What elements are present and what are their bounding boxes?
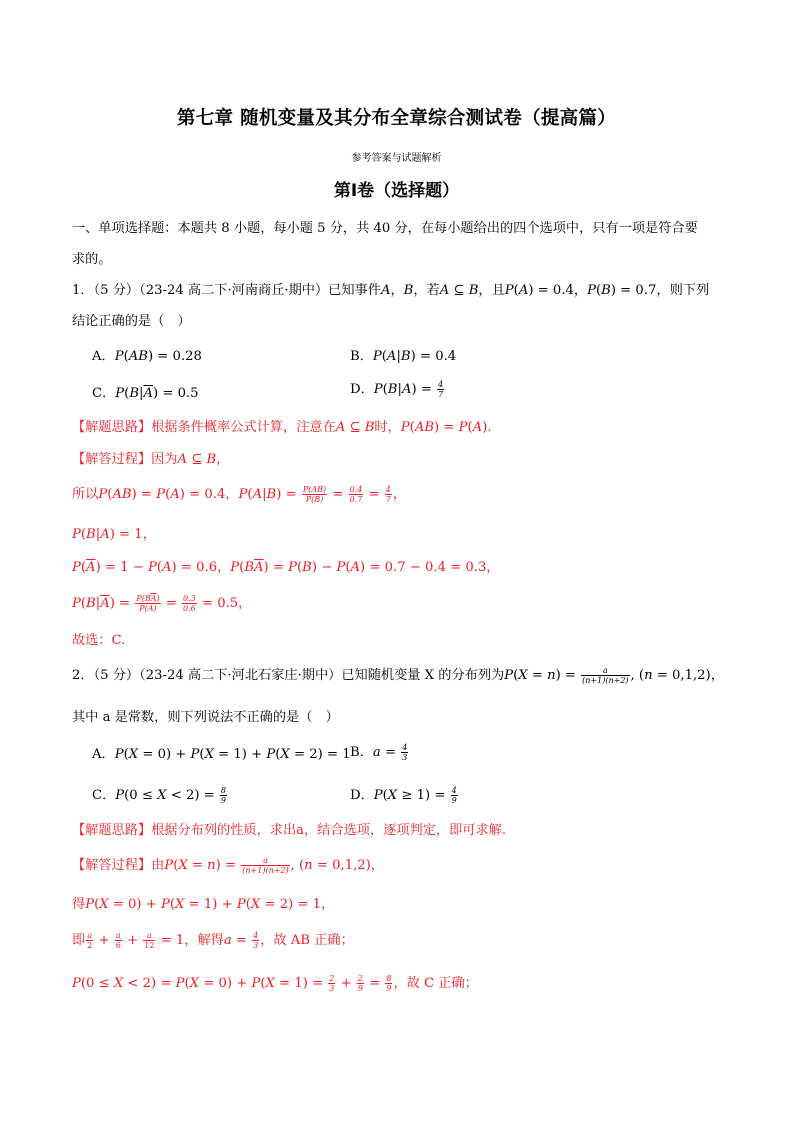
part1-instructions-line1: 一、单项选择题：本题共 8 小题，每小题 5 分，共 40 分，在每小题给出的四个选项中，只有一项是符合要	[72, 221, 698, 236]
q2-stem-prefix: 2．（5 分）（23-24 高二下·河北石家庄·期中）已知随机变量 X 的分布列为	[72, 668, 505, 683]
q2-process-line4: P(0 ≤ X < 2) = P(X = 0) + P(X = 1) = $\frac{2}{3}$ + $\frac{2}{9}$ = $\frac{8}{9}$ ，故 C 正确；	[72, 974, 478, 993]
q2-hint: 【解题思路】根据分布列的性质，求出a，结合选项，逐项判定，即可求解.	[72, 823, 507, 838]
q2-process-line2: 得P(X = 0) + P(X = 1) + P(X = 2) = 1，	[72, 897, 335, 912]
q1-option-b: B．P(A|B) = 0.4	[350, 349, 457, 364]
q2-stem-line1: 2．（5 分）（23-24 高二下·河北石家庄·期中）已知随机变量 X 的分布列为P(X = n) = $\frac{a}{(n+1)(n+2)}$ , (n = 0,1,2)，	[72, 666, 724, 685]
q1-option-d: D．P(B|A) = $\frac{4}{7}$	[350, 380, 444, 399]
q1-stem-prefix: 1．（5 分）（23-24 高二下·河南商丘·期中）已知事件	[72, 283, 381, 298]
page-subtitle: 参考答案与试题解析	[351, 153, 442, 164]
q2-option-a: A．P(X = 0) + P(X = 1) + P(X = 2) = 1	[92, 747, 351, 762]
q2-option-b: B．a = $\frac{4}{3}$	[350, 743, 408, 762]
q1-answer: 故选：C.	[72, 633, 126, 648]
q1-option-c: C．$P(B|\overline{A}) = 0.5$	[92, 386, 199, 401]
part1-instructions-line2: 求的。	[72, 252, 112, 267]
q2-process-line3: 即 $\frac{a}{2}$ + $\frac{a}{6}$ + $\frac{a}{12}$ = 1，解得a = $\frac{4}{3}$ ，故 AB 正确；	[72, 931, 354, 950]
q2-option-c: C．P(0 ≤ X < 2) = $\frac{8}{9}$	[92, 786, 227, 805]
q1-process-line4: $P(\overline{A}) = 1 - P(A) = 0.6$，$P(B\overline{A}) = P(B) - P(A) = 0.7 - 0.4 = 0.3$，	[72, 560, 500, 575]
q2-option-d: D．P(X ≥ 1) = $\frac{4}{9}$	[350, 786, 457, 805]
q1-hint: 【解题思路】根据条件概率公式计算，注意在A ⊆ B时，P(AB) = P(A).	[72, 420, 492, 435]
q1-process-start: 【解答过程】因为A ⊆ B，	[72, 452, 230, 467]
q1-process-line3: P(B|A) = 1，	[72, 527, 156, 542]
q1-stem-line2: 结论正确的是（ ）	[72, 314, 191, 329]
page-title: 第七章 随机变量及其分布全章综合测试卷（提高篇）	[176, 108, 617, 129]
q2-process-start: 【解答过程】由P(X = n) = $\frac{a}{(n+1)(n+2)}$ , (n = 0,1,2)，	[72, 856, 384, 875]
section-heading: 第I卷（选择题）	[333, 181, 460, 201]
q2-stem-line2: 其中 a 是常数，则下列说法不正确的是（ ）	[72, 710, 339, 725]
q1-process-line5: $P(B|\overline{A})$ = $\frac{P(B\overline{A})}{P(\overline{A})}$ = $\frac{0.3}{0.6}$ = 0.5，	[72, 594, 252, 613]
q1-stem-line1: 1．（5 分）（23-24 高二下·河南商丘·期中）已知事件A，B，若A ⊆ B，且P(A) = 0.4，P(B) = 0.7，则下列	[72, 283, 710, 298]
q1-process-line2: 所以P(AB) = P(A) = 0.4，P(A|B) = $\frac{P(AB)}{P(B)}$ = $\frac{0.4}{0.7}$ = $\frac{4}{7}$ ，	[72, 485, 407, 504]
q1-option-a: A．P(AB) = 0.28	[92, 349, 202, 364]
